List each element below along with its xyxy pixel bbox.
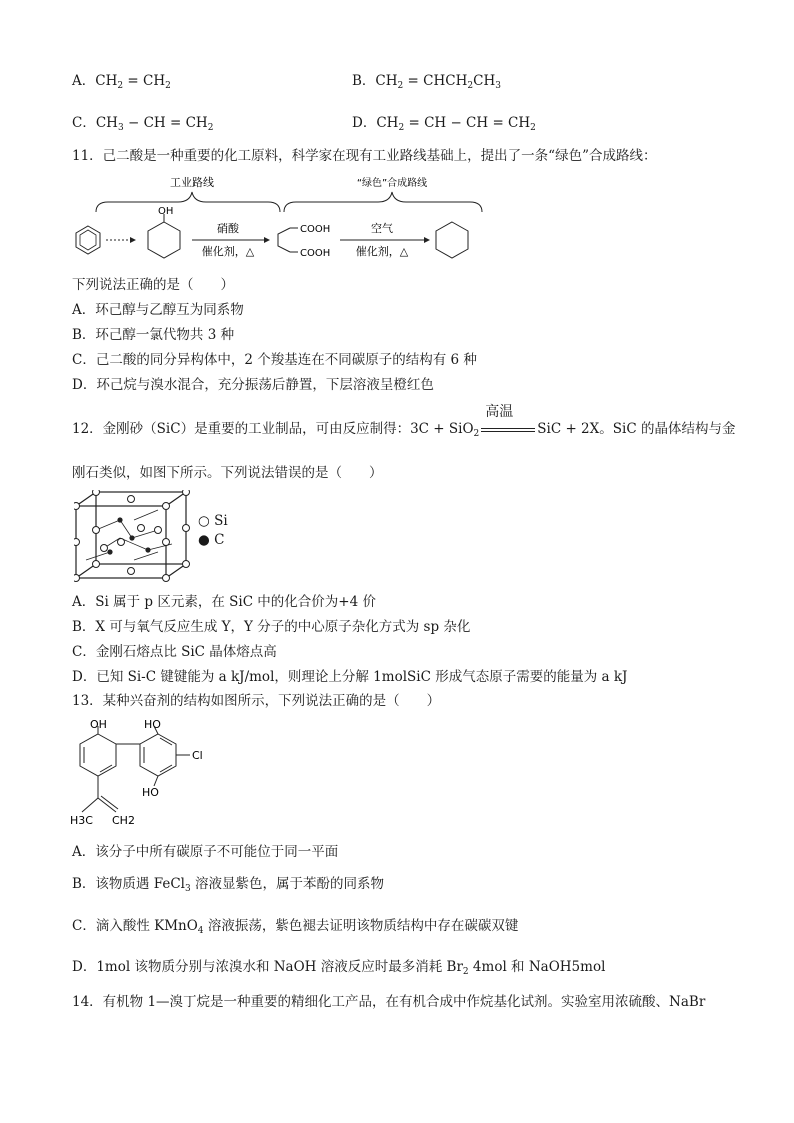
ho-top-label: HO: [144, 718, 161, 731]
green-route-brace: [284, 192, 482, 212]
q10-option-c: C．$CH_3$ − CH = $CH_2$: [72, 115, 214, 133]
q10-option-b: B．$CH_2$ = $CHCH_2CH_3$: [352, 73, 501, 91]
q13-option-b: B．该物质遇 FeCl$_3$ 溶液显紫色，属于苯酚的同系物: [72, 876, 385, 894]
adipic-acid-structure: [278, 228, 298, 252]
legend-si: ○ Si: [198, 513, 228, 529]
cyclohexane-ring: [436, 222, 468, 258]
q12-option-c: C．金刚石熔点比 SiC 晶体熔点高: [72, 644, 277, 660]
q11-synthesis-route-diagram: [68, 170, 488, 270]
ch2-label: CH2: [112, 814, 135, 827]
q12-option-a: A．Si 属于 p 区元素，在 SiC 中的化合价为+4 价: [72, 594, 377, 610]
industrial-route-label: 工业路线: [170, 176, 214, 189]
q11-prompt: 下列说法正确的是（ ）: [72, 277, 234, 293]
q11-option-a: A．环己醇与乙醇互为同系物: [72, 302, 244, 318]
q14-stem: 14．有机物 1—溴丁烷是一种重要的精细化工产品，在有机合成中作烷基化试剂。实验室用浓硫酸、NaBr: [72, 994, 706, 1010]
q12-option-b: B．X 可与氧气反应生成 Y，Y 分子的中心原子杂化方式为 sp 杂化: [72, 619, 471, 635]
cl-label: Cl: [192, 749, 203, 762]
q13-stem: 13．某种兴奋剂的结构如图所示，下列说法正确的是（ ）: [72, 693, 441, 709]
reagent2-top: 空气: [371, 222, 393, 235]
benzene-ring: [76, 226, 100, 254]
green-route-label: “绿色”合成路线: [356, 178, 428, 189]
cyclohexanol-structure: [148, 214, 180, 258]
reagent2-bottom: 催化剂，△: [355, 245, 409, 258]
equation-condition-arrow: 高温: [479, 421, 537, 439]
q11-option-c: C．己二酸的同分异构体中，2 个羧基连在不同碳原子的结构有 6 种: [72, 352, 477, 368]
q11-option-b: B．环己醇一氯代物共 3 种: [72, 327, 235, 343]
cooh-top: COOH: [300, 224, 331, 235]
oh1-label: OH: [90, 718, 107, 731]
q11-option-d: D．环己烷与溴水混合，充分振荡后静置，下层溶液呈橙红色: [72, 377, 434, 393]
legend-c: ● C: [198, 532, 225, 548]
reagent1-bottom: 催化剂，△: [201, 245, 255, 258]
q13-option-c: C．滴入酸性 KMnO$_4$ 溶液振荡，紫色褪去证明该物质结构中存在碳碳双键: [72, 918, 519, 936]
q10-option-a: A．$CH_2 = CH_2$: [72, 73, 171, 91]
q12-option-d: D．已知 Si-C 键键能为 a kJ/mol，则理论上分解 1molSiC 形成气态原子需要的能量为 a kJ: [72, 669, 628, 685]
sic-crystal-structure: [74, 490, 254, 582]
ho-bottom-label: HO: [142, 786, 159, 799]
cooh-bottom: COOH: [300, 248, 331, 259]
q13-option-d: D．1mol 该物质分别与浓溴水和 NaOH 溶液反应时最多消耗 $Br_2$ 4mol 和 NaOH5mol: [72, 959, 606, 977]
q12-stem-line1: 12．金刚砂（SiC）是重要的工业制品，可由反应制得：3C + SiO$_2$ 高温 SiC + 2X。SiC 的晶体结构与金: [72, 403, 736, 439]
industrial-route-brace: [96, 192, 280, 212]
q13-option-a: A．该分子中所有碳原子不可能位于同一平面: [72, 844, 339, 860]
oh-label: OH: [158, 206, 174, 217]
reagent1-top: 硝酸: [217, 222, 239, 235]
q12-stem-line2: 刚石类似，如图下所示。下列说法错误的是（ ）: [72, 465, 383, 481]
stimulant-structure: [68, 716, 228, 836]
q11-stem: 11．己二酸是一种重要的化工原料，科学家在现有工业路线基础上，提出了一条“绿色”合成路线：: [72, 148, 657, 164]
h3c-label: H3C: [70, 814, 93, 827]
q10-option-d: D．$CH_2$ = CH − CH = $CH_2$: [352, 115, 536, 133]
